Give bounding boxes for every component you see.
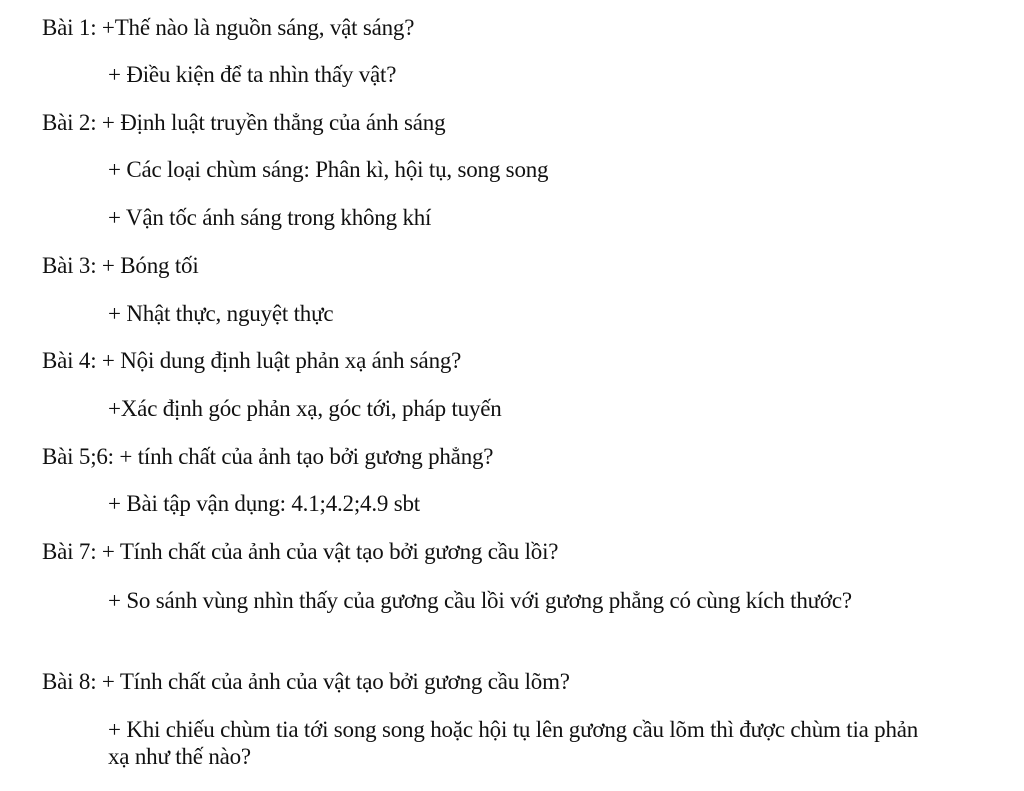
bai-4-heading: Bài 4: + Nội dung định luật phản xạ ánh sáng? (42, 348, 462, 373)
bai-1-item-1: + Điều kiện để ta nhìn thấy vật? (108, 62, 397, 87)
bai-2-item-1: + Các loại chùm sáng: Phân kì, hội tụ, song song (108, 157, 549, 182)
bai-5-6-heading: Bài 5;6: + tính chất của ảnh tạo bởi gương phẳng? (42, 444, 494, 469)
bai-2-item-2: + Vận tốc ánh sáng trong không khí (108, 205, 432, 230)
bai-7-heading: Bài 7: + Tính chất của ảnh của vật tạo bởi gương cầu lồi? (42, 539, 559, 564)
bai-5-6-item-1: + Bài tập vận dụng: 4.1;4.2;4.9 sbt (108, 491, 420, 516)
bai-2-heading: Bài 2: + Định luật truyền thẳng của ánh sáng (42, 110, 446, 135)
bai-1-heading: Bài 1: +Thế nào là nguồn sáng, vật sáng? (42, 15, 415, 40)
bai-8-item-1 (42, 716, 922, 770)
bai-3-item-1: + Nhật thực, nguyệt thực (108, 301, 334, 326)
bai-3-heading: Bài 3: + Bóng tối (42, 253, 199, 278)
bai-4-item-1: +Xác định góc phản xạ, góc tới, pháp tuyến (108, 396, 502, 421)
bai-7-item-1-text: + So sánh vùng nhìn thấy của gương cầu lồi với gương phẳng có cùng kích thước? (108, 588, 852, 613)
bai-7-item-1 (42, 587, 922, 614)
bai-8-item-1-text: + Khi chiếu chùm tia tới song song hoặc hội tụ lên gương cầu lõm thì được chùm tia phản xạ như thế nào? (108, 717, 919, 769)
bai-8-heading: Bài 8: + Tính chất của ảnh của vật tạo bởi gương cầu lõm? (42, 669, 570, 694)
